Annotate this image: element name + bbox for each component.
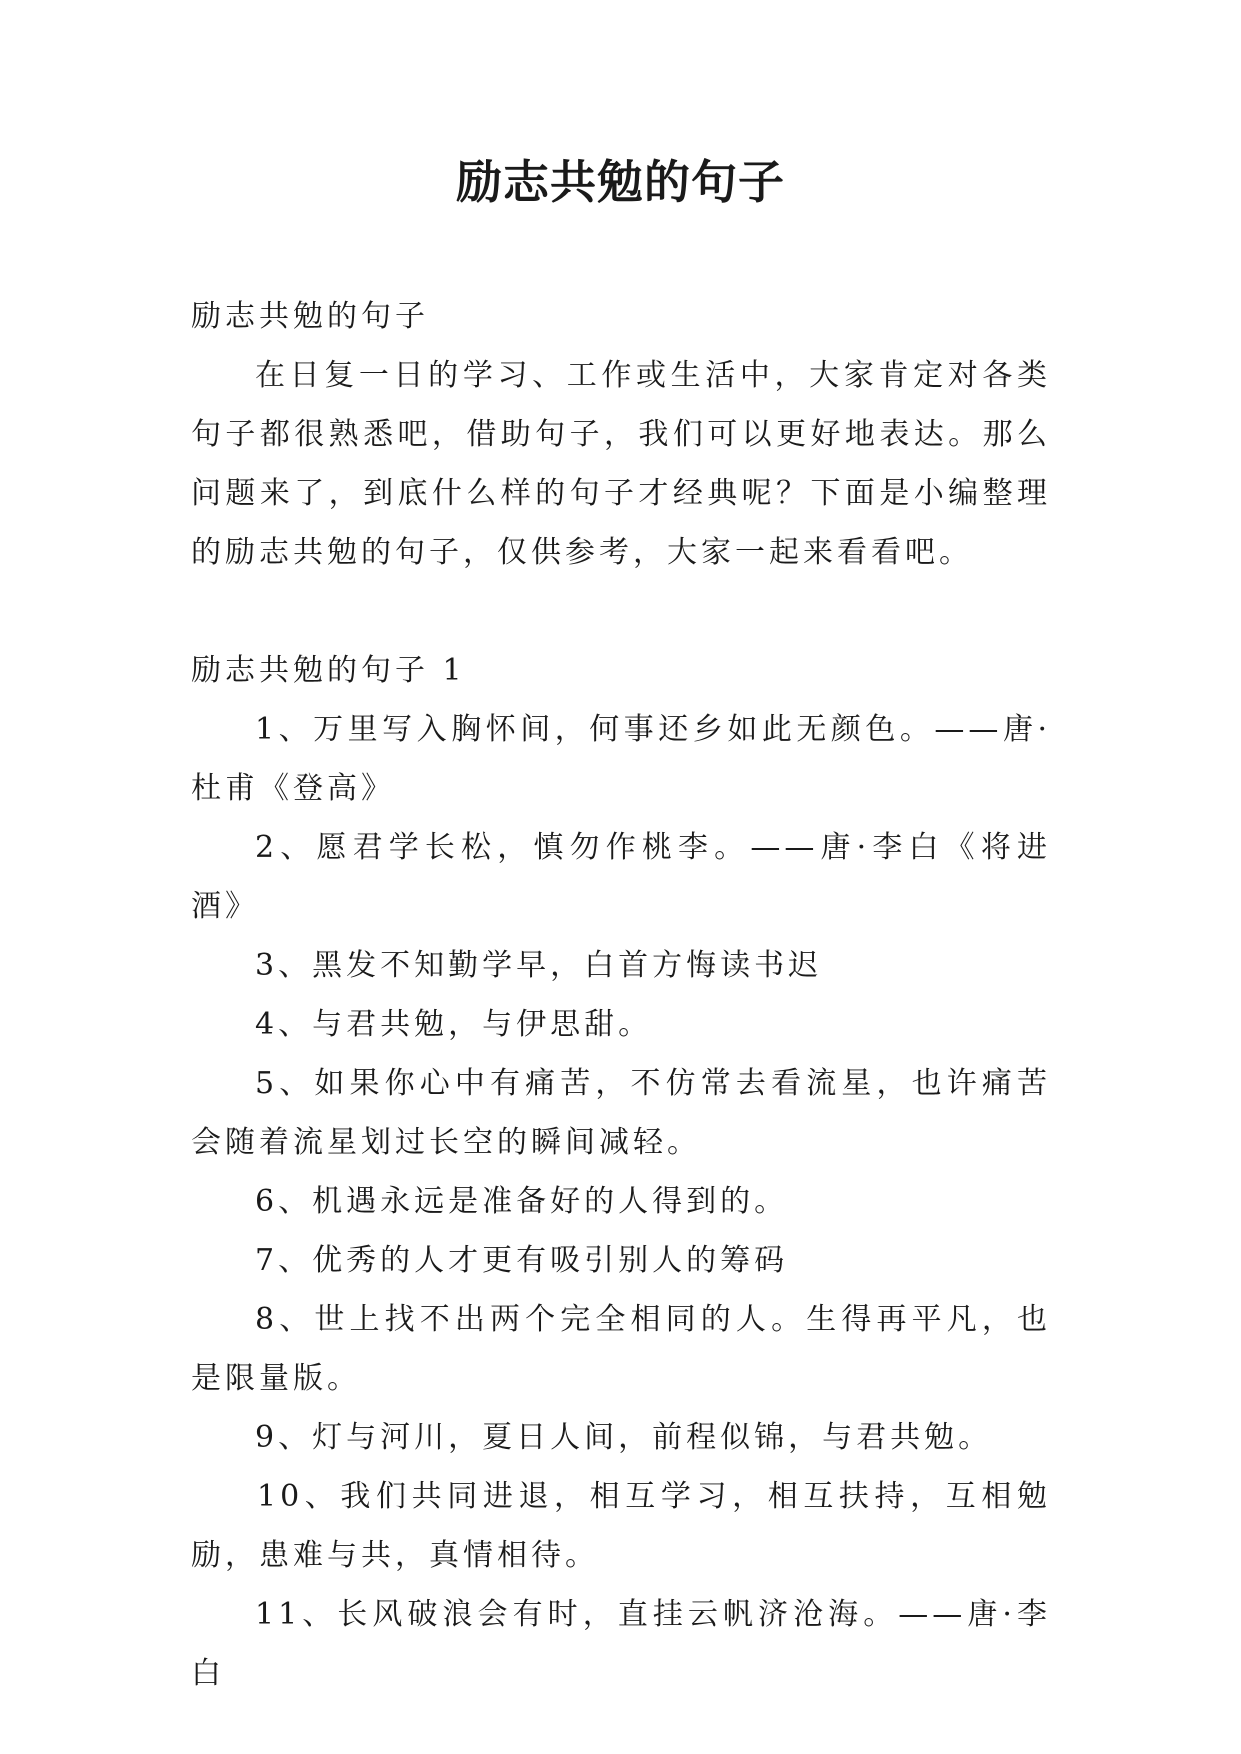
document-body bbox=[191, 287, 1051, 1703]
section-heading: 励志共勉的句子 1 bbox=[191, 653, 466, 688]
list-item-3: 3、黑发不知勤学早，白首方悔读书迟 bbox=[255, 948, 823, 983]
list-item-5: 5、如果你心中有痛苦，不仿常去看流星，也许痛苦会随着流星划过长空的瞬间减轻。 bbox=[191, 1066, 1051, 1160]
list-item-2: 2、愿君学长松，慎勿作桃李。——唐·李白《将进酒》 bbox=[191, 830, 1051, 924]
list-item-11: 11、长风破浪会有时，直挂云帆济沧海。——唐·李白 bbox=[191, 1597, 1051, 1691]
list-item-6: 6、机遇永远是准备好的人得到的。 bbox=[255, 1184, 789, 1219]
list-item-8: 8、世上找不出两个完全相同的人。生得再平凡，也是限量版。 bbox=[191, 1302, 1051, 1396]
list-item-7: 7、优秀的人才更有吸引别人的筹码 bbox=[255, 1243, 789, 1278]
list-item-1: 1、万里写入胸怀间，何事还乡如此无颜色。——唐·杜甫《登高》 bbox=[191, 712, 1051, 806]
list-item-4: 4、与君共勉，与伊思甜。 bbox=[255, 1007, 653, 1042]
list-item-10: 10、我们共同进退，相互学习，相互扶持，互相勉励，患难与共，真情相待。 bbox=[191, 1479, 1051, 1573]
list-item-9: 9、灯与河川，夏日人间，前程似锦，与君共勉。 bbox=[255, 1420, 993, 1455]
paragraph-gap bbox=[191, 582, 1051, 641]
intro-paragraph: 在日复一日的学习、工作或生活中，大家肯定对各类句子都很熟悉吧，借助句子，我们可以更好地表达。那么问题来了，到底什么样的句子才经典呢？下面是小编整理的励志共勉的句子，仅供参考，大家一起来看看吧。 bbox=[191, 358, 1051, 570]
document-title: 励志共勉的句子 bbox=[456, 155, 785, 209]
subtitle: 励志共勉的句子 bbox=[191, 299, 429, 334]
